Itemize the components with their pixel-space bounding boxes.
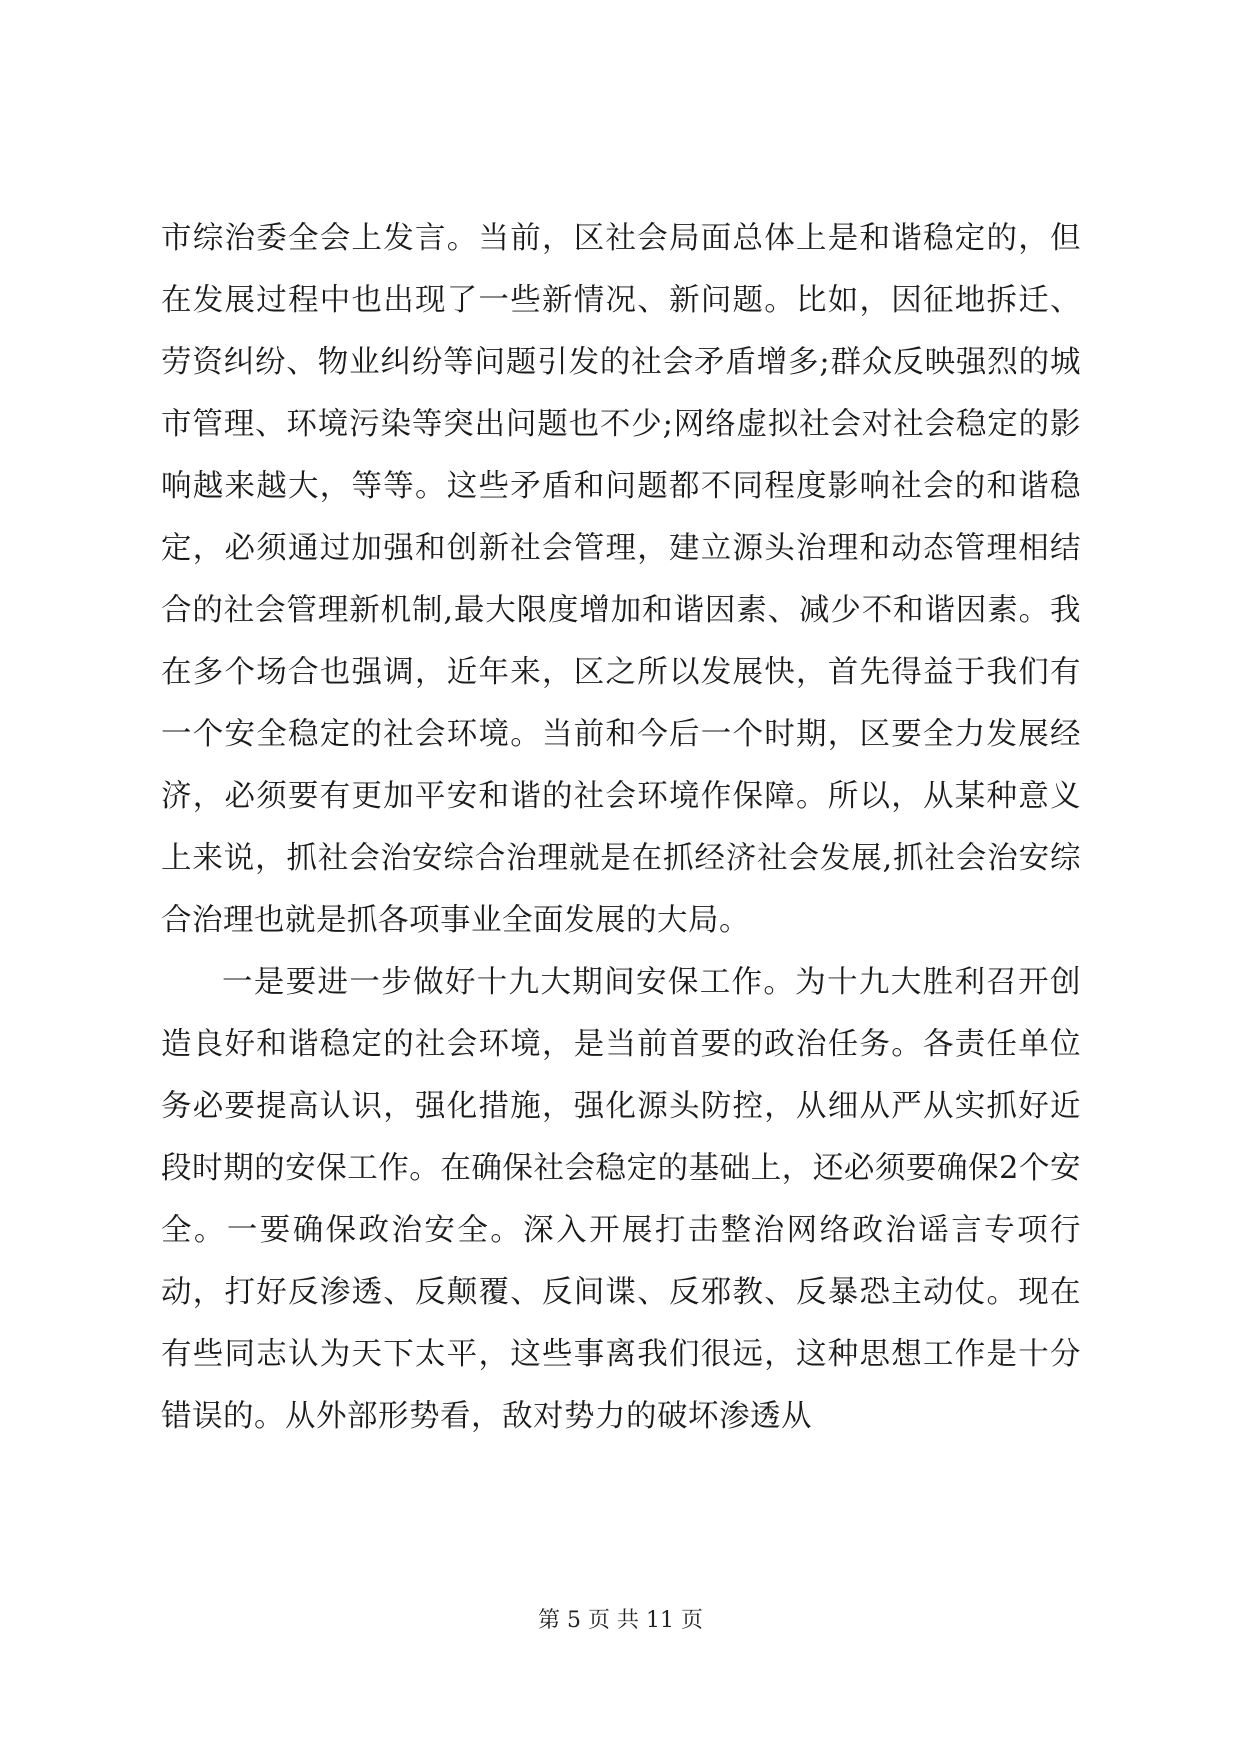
paragraph-1: 市综治委全会上发言。当前，区社会局面总体上是和谐稳定的，但在发展过程中也出现了一些新情况、新问题。比如，因征地拆迁、劳资纠纷、物业纠纷等问题引发的社会矛盾增多;群众反映强烈的城市管理、环境污染等突出问题也不少;网络虚拟社会对社会稳定的影响越来越大，等等。这些矛盾和问题都不同程度影响社会的和谐稳定，必须通过加强和创新社会管理，建立源头治理和动态管理相结合的社会管理新机制,最大限度增加和谐因素、减少不和谐因素。我在多个场合也强调，近年来，区之所以发展快，首先得益于我们有一个安全稳定的社会环境。当前和今后一个时期，区要全力发展经济，必须要有更加平安和谐的社会环境作保障。所以，从某种意义上来说，抓社会治安综合治理就是在抓经济社会发展,抓社会治安综合治理也就是抓各项事业全面发展的大局。 (161, 221, 1081, 938)
body-text (161, 208, 1081, 1448)
paragraph-2: 一是要进一步做好十九大期间安保工作。为十九大胜利召开创造良好和谐稳定的社会环境，是当前首要的政治任务。各责任单位务必要提高认识，强化措施，强化源头防控，从细从严从实抓好近段时期的安保工作。在确保社会稳定的基础上，还必须要确保2个安全。一要确保政治安全。深入开展打击整治网络政治谣言专项行动，打好反渗透、反颠覆、反间谍、反邪教、反暴恐主动仗。现在有些同志认为天下太平，这些事离我们很远，这种思想工作是十分错误的。从外部形势看，敌对势力的破坏渗透从 (161, 965, 1081, 1434)
page-footer: 第 5 页 共 11 页 (538, 1608, 703, 1633)
